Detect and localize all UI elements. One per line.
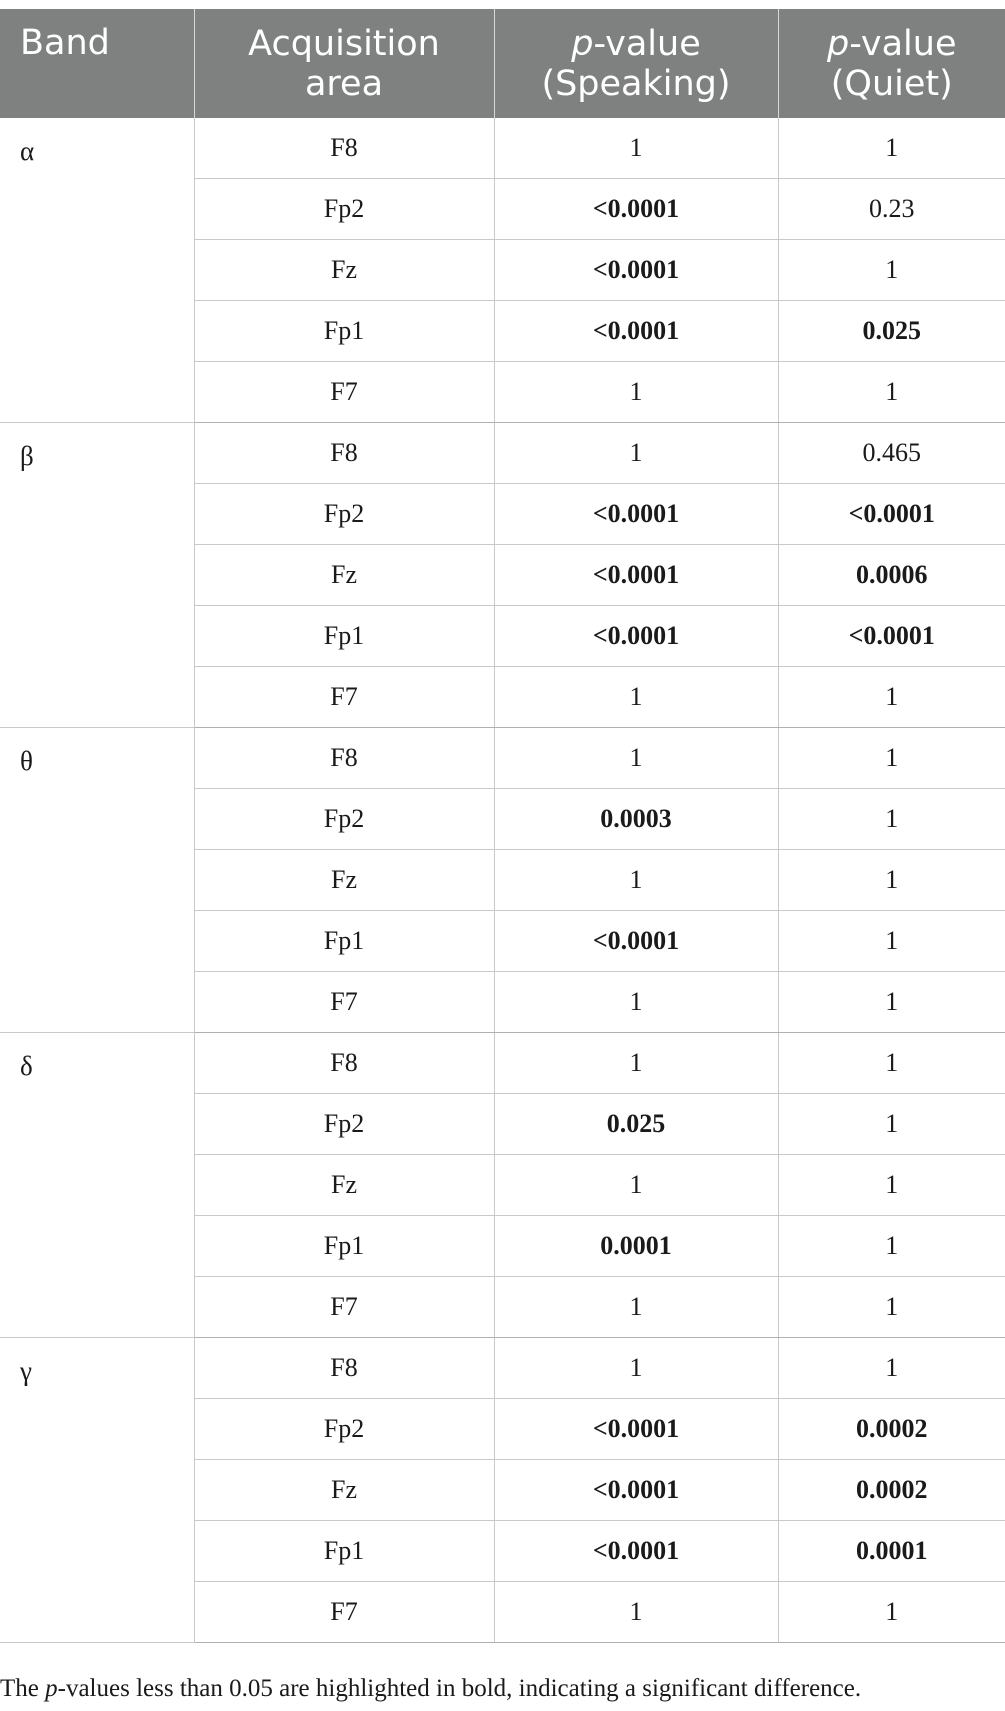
table-row	[0, 423, 1005, 484]
p-value-quiet-cell: 1	[778, 1277, 1005, 1338]
band-cell: α	[0, 118, 194, 423]
header-quiet-line1	[779, 24, 1005, 64]
acquisition-area-cell: F8	[194, 423, 494, 484]
acquisition-area-cell: F7	[194, 1277, 494, 1338]
header-quiet-suffix: -value	[849, 23, 957, 64]
acquisition-area-cell: Fp2	[194, 1094, 494, 1155]
p-value-speaking-cell: <0.0001	[494, 484, 778, 545]
p-value-speaking-cell: <0.0001	[494, 240, 778, 301]
header-p-value-quiet	[778, 9, 1005, 118]
band-cell: γ	[0, 1338, 194, 1643]
p-value-speaking-cell: <0.0001	[494, 1399, 778, 1460]
p-value-quiet-cell: 1	[778, 789, 1005, 850]
header-area-line2: area	[304, 63, 384, 104]
p-value-quiet-cell: 0.025	[778, 301, 1005, 362]
p-value-quiet-cell: 1	[778, 911, 1005, 972]
p-value-speaking-cell: <0.0001	[494, 301, 778, 362]
results-table-container	[0, 9, 1005, 1643]
p-value-speaking-cell: 1	[494, 1155, 778, 1216]
p-value-quiet-cell: 1	[778, 972, 1005, 1033]
p-value-speaking-cell: 0.025	[494, 1094, 778, 1155]
acquisition-area-cell: Fp2	[194, 1399, 494, 1460]
acquisition-area-cell: Fp2	[194, 179, 494, 240]
p-value-table	[0, 9, 1005, 1643]
p-value-quiet-cell: 1	[778, 850, 1005, 911]
p-value-speaking-cell: 1	[494, 118, 778, 179]
header-band: Band	[0, 9, 194, 118]
p-value-quiet-cell: 1	[778, 1094, 1005, 1155]
p-value-quiet-cell: 0.0006	[778, 545, 1005, 606]
p-value-speaking-cell: 1	[494, 1582, 778, 1643]
acquisition-area-cell: Fp1	[194, 1521, 494, 1582]
p-value-quiet-cell: 0.465	[778, 423, 1005, 484]
p-value-quiet-cell: 0.23	[778, 179, 1005, 240]
footnote-italic-p: p	[45, 1675, 58, 1702]
acquisition-area-cell: F8	[194, 1338, 494, 1399]
band-cell: θ	[0, 728, 194, 1033]
p-value-speaking-cell: 1	[494, 728, 778, 789]
table-header	[0, 9, 1005, 118]
p-value-quiet-cell: 1	[778, 1155, 1005, 1216]
header-speaking-line2: (Speaking)	[541, 63, 731, 104]
p-value-quiet-cell: 1	[778, 667, 1005, 728]
acquisition-area-cell: F8	[194, 1033, 494, 1094]
header-row	[0, 9, 1005, 118]
p-value-speaking-cell: 1	[494, 667, 778, 728]
p-value-speaking-cell: 1	[494, 362, 778, 423]
footnote-prefix: The	[0, 1675, 46, 1702]
header-p-value-speaking	[494, 9, 778, 118]
header-area-line1: Acquisition	[248, 23, 440, 64]
p-value-quiet-cell: 1	[778, 728, 1005, 789]
p-value-quiet-cell: <0.0001	[778, 484, 1005, 545]
table-row	[0, 728, 1005, 789]
table-row	[0, 1033, 1005, 1094]
p-value-speaking-cell: 0.0001	[494, 1216, 778, 1277]
p-value-quiet-cell: 1	[778, 1033, 1005, 1094]
acquisition-area-cell: F7	[194, 362, 494, 423]
acquisition-area-cell: Fz	[194, 240, 494, 301]
table-body	[0, 118, 1005, 1643]
acquisition-area-cell: Fp1	[194, 301, 494, 362]
p-value-speaking-cell: <0.0001	[494, 911, 778, 972]
p-value-quiet-cell: 0.0002	[778, 1399, 1005, 1460]
header-quiet-line2: (Quiet)	[830, 63, 953, 104]
acquisition-area-cell: Fp1	[194, 606, 494, 667]
p-value-speaking-cell: <0.0001	[494, 545, 778, 606]
p-value-quiet-cell: <0.0001	[778, 606, 1005, 667]
acquisition-area-cell: F7	[194, 667, 494, 728]
p-value-speaking-cell: <0.0001	[494, 179, 778, 240]
p-value-speaking-cell: <0.0001	[494, 1460, 778, 1521]
band-cell: β	[0, 423, 194, 728]
table-row	[0, 118, 1005, 179]
p-value-quiet-cell: 1	[778, 1216, 1005, 1277]
p-value-speaking-cell: 1	[494, 1338, 778, 1399]
table-row	[0, 1338, 1005, 1399]
p-value-quiet-cell: 1	[778, 362, 1005, 423]
acquisition-area-cell: F7	[194, 972, 494, 1033]
p-value-speaking-cell: 1	[494, 1277, 778, 1338]
table-footnote	[0, 1675, 861, 1703]
acquisition-area-cell: Fz	[194, 850, 494, 911]
p-value-speaking-cell: <0.0001	[494, 1521, 778, 1582]
p-value-quiet-cell: 0.0002	[778, 1460, 1005, 1521]
acquisition-area-cell: F8	[194, 118, 494, 179]
acquisition-area-cell: Fz	[194, 1460, 494, 1521]
header-speaking-line1	[495, 24, 778, 64]
acquisition-area-cell: Fp1	[194, 911, 494, 972]
p-value-speaking-cell: 1	[494, 423, 778, 484]
acquisition-area-cell: F8	[194, 728, 494, 789]
header-speaking-p: p	[571, 23, 594, 64]
p-value-speaking-cell: 1	[494, 1033, 778, 1094]
header-quiet-p: p	[826, 23, 850, 64]
p-value-quiet-cell: 1	[778, 1582, 1005, 1643]
acquisition-area-cell: Fp1	[194, 1216, 494, 1277]
p-value-quiet-cell: 1	[778, 118, 1005, 179]
p-value-quiet-cell: 1	[778, 240, 1005, 301]
acquisition-area-cell: F7	[194, 1582, 494, 1643]
p-value-speaking-cell: 1	[494, 850, 778, 911]
footnote-rest: -values less than 0.05 are highlighted in bold, indicating a significant difference.	[57, 1675, 862, 1702]
acquisition-area-cell: Fp2	[194, 789, 494, 850]
p-value-quiet-cell: 1	[778, 1338, 1005, 1399]
p-value-speaking-cell: 0.0003	[494, 789, 778, 850]
header-speaking-suffix: -value	[593, 23, 701, 64]
header-acquisition-area	[194, 9, 494, 118]
p-value-speaking-cell: 1	[494, 972, 778, 1033]
band-cell: δ	[0, 1033, 194, 1338]
acquisition-area-cell: Fp2	[194, 484, 494, 545]
p-value-quiet-cell: 0.0001	[778, 1521, 1005, 1582]
acquisition-area-cell: Fz	[194, 1155, 494, 1216]
p-value-speaking-cell: <0.0001	[494, 606, 778, 667]
acquisition-area-cell: Fz	[194, 545, 494, 606]
